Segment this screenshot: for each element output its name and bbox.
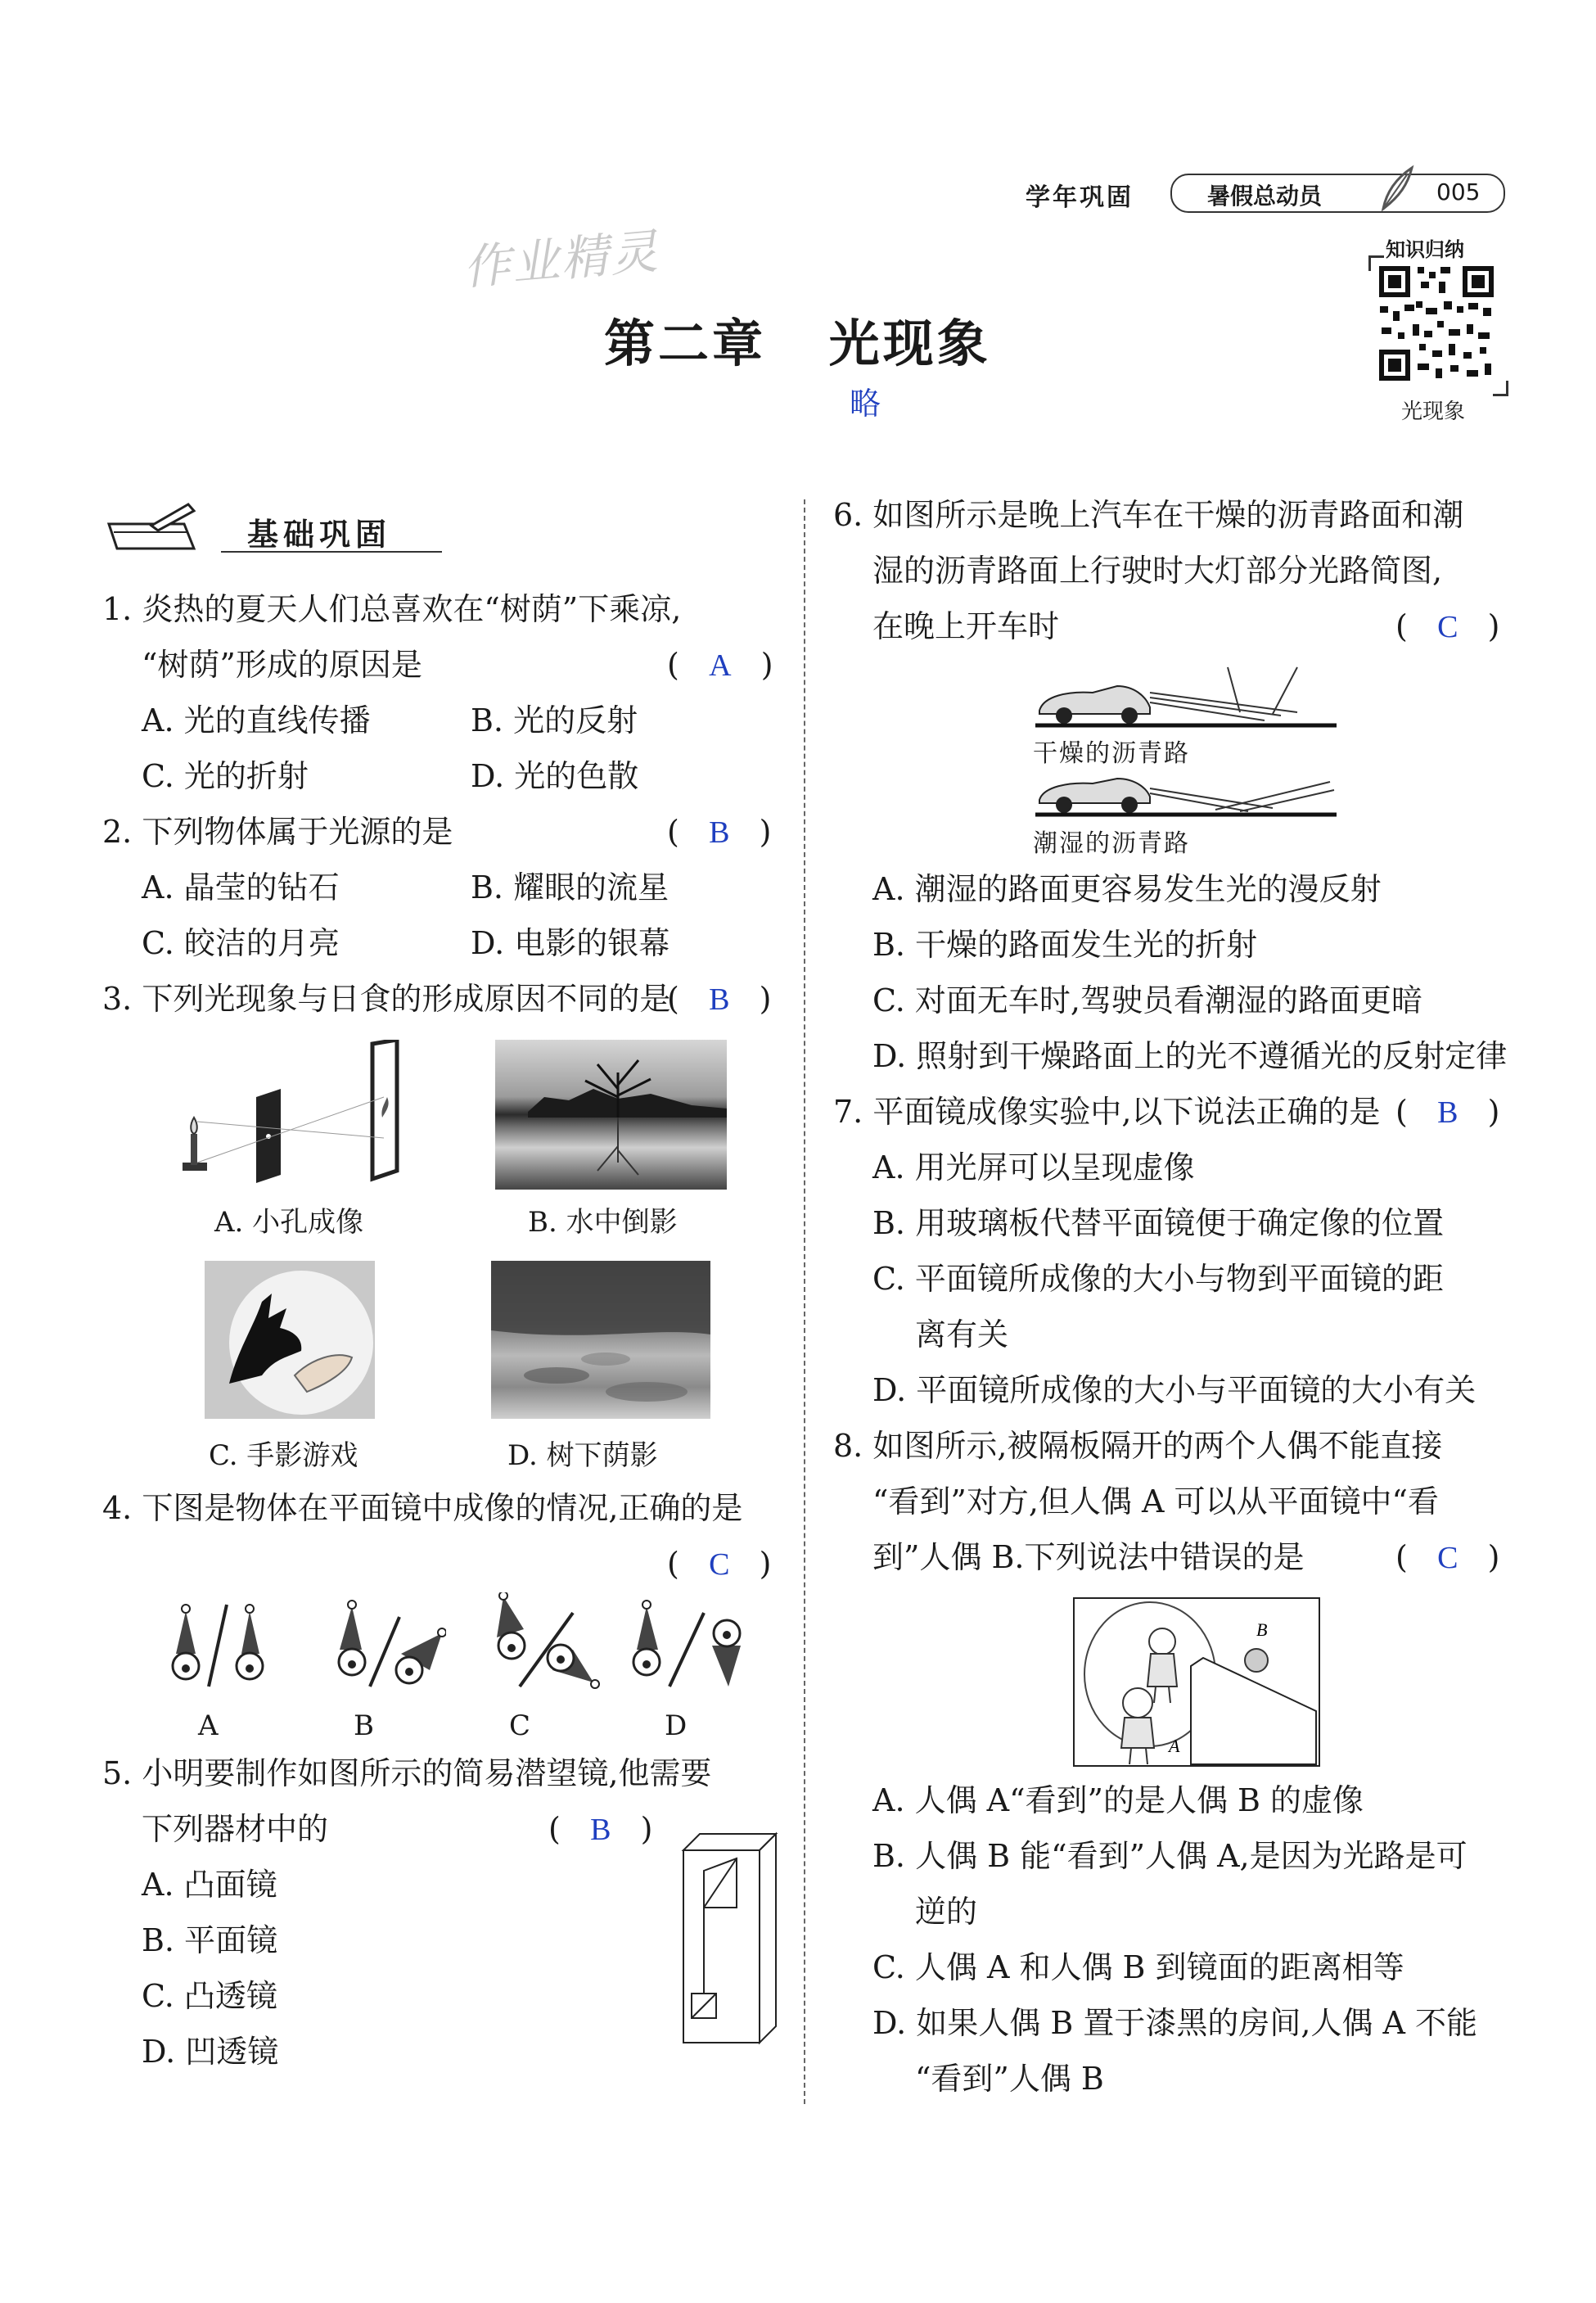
- q1-option-b: B. 光的反射: [471, 702, 638, 738]
- q8-puppets-figure: [1072, 1596, 1322, 1768]
- watermark: 作业精灵: [460, 223, 661, 296]
- q4-figure-d: [622, 1596, 749, 1695]
- q3-caption-d: D. 树下荫影: [507, 1439, 658, 1472]
- header-series: 学年巩固: [1026, 183, 1134, 212]
- q2-option-d: D. 电影的银幕: [471, 925, 670, 961]
- q4-label-a: A: [198, 1709, 219, 1742]
- q5-answer: B: [590, 1813, 611, 1847]
- q8-answer-bracket: ( C ): [1395, 1539, 1500, 1575]
- section-underline: [221, 551, 442, 553]
- q1-option-c: C. 光的折射: [142, 758, 309, 794]
- q3-image-pinhole: [176, 1040, 413, 1203]
- q7-option-c-cont: 离有关: [915, 1316, 1009, 1352]
- q1-line1: 1. 炎热的夏天人们总喜欢在“树荫”下乘凉,: [102, 591, 682, 627]
- q2-answer: B: [709, 815, 730, 850]
- q7-option-b: B. 用玻璃板代替平面镜便于确定像的位置: [872, 1205, 1445, 1241]
- q1-option-d: D. 光的色散: [471, 758, 639, 794]
- q4-label-b: B: [354, 1709, 374, 1742]
- q1-line2: “树荫”形成的原因是: [142, 647, 422, 683]
- q5-option-c: C. 凸透镜: [142, 1978, 277, 2014]
- q8-option-c: C. 人偶 A 和人偶 B 到镜面的距离相等: [872, 1949, 1404, 1985]
- q3-caption-a: A. 小孔成像: [214, 1206, 364, 1239]
- q6-dry-road-label: 干燥的沥青路: [1033, 739, 1190, 768]
- q6-option-d: D. 照射到干燥路面上的光不遵循光的反射定律: [872, 1038, 1508, 1074]
- q6-line1: 6. 如图所示是晚上汽车在干燥的沥青路面和潮: [833, 497, 1464, 533]
- q6-wet-road-label: 潮湿的沥青路: [1033, 829, 1190, 858]
- q8-option-b-cont: 逆的: [915, 1894, 978, 1930]
- q8-line2: “看到”对方,但人偶 A 可以从平面镜中“看: [872, 1483, 1439, 1520]
- q8-line3: 到”人偶 B.下列说法中错误的是: [872, 1539, 1305, 1575]
- q8-label-a: A: [1169, 1736, 1180, 1756]
- q8-label-b: B: [1256, 1619, 1268, 1640]
- qr-caption: 光现象: [1401, 400, 1466, 424]
- q7-option-d: D. 平面镜所成像的大小与平面镜的大小有关: [872, 1372, 1477, 1408]
- q6-option-c: C. 对面无车时,驾驶员看潮湿的路面更暗: [872, 982, 1422, 1018]
- q3-caption-c: C. 手影游戏: [209, 1439, 358, 1472]
- q2-option-a: A. 晶莹的钻石: [142, 869, 340, 905]
- q3-answer: B: [709, 982, 730, 1017]
- q8-option-d: D. 如果人偶 B 置于漆黑的房间,人偶 A 不能: [872, 2005, 1478, 2041]
- q7-option-c: C. 平面镜所成像的大小与物到平面镜的距: [872, 1261, 1444, 1297]
- section-title: 基础巩固: [247, 517, 392, 553]
- q3-caption-b: B. 水中倒影: [528, 1206, 678, 1239]
- q7-option-a: A. 用光屏可以呈现虚像: [872, 1149, 1195, 1185]
- q6-dry-road-figure: [1035, 663, 1338, 737]
- page-number: 005: [1436, 178, 1481, 205]
- q6-answer: C: [1437, 610, 1458, 644]
- q6-option-b: B. 干燥的路面发生光的折射: [872, 927, 1258, 963]
- q6-wet-road-figure: [1035, 765, 1338, 823]
- q6-line3: 在晚上开车时: [872, 608, 1060, 644]
- q4-answer-bracket: ( C ): [667, 1546, 772, 1582]
- q3-image-reflection: [495, 1040, 727, 1190]
- q7-answer: B: [1437, 1095, 1458, 1130]
- q1-answer: A: [709, 648, 732, 683]
- q5-option-a: A. 凸面镜: [142, 1867, 277, 1903]
- q1-answer-bracket: ( A ): [667, 647, 773, 683]
- q6-answer-bracket: ( C ): [1395, 608, 1500, 644]
- q4-figure-b: [327, 1596, 446, 1695]
- header-brand: 暑假总动员: [1207, 183, 1323, 210]
- q5-option-d: D. 凹透镜: [142, 2034, 279, 2070]
- q5-line2: 下列器材中的: [142, 1811, 329, 1847]
- q8-option-a: A. 人偶 A“看到”的是人偶 B 的虚像: [872, 1782, 1364, 1818]
- q4-label-c: C: [509, 1709, 531, 1742]
- q4-figure-c: [487, 1592, 602, 1695]
- q2-answer-bracket: ( B ): [667, 814, 772, 850]
- leaf-icon: [1375, 164, 1416, 213]
- q7-answer-bracket: ( B ): [1395, 1094, 1500, 1130]
- pencil-notebook-icon: [102, 499, 201, 557]
- column-divider: [804, 499, 805, 2104]
- q4-label-d: D: [665, 1709, 688, 1742]
- q8-line1: 8. 如图所示,被隔板隔开的两个人偶不能直接: [833, 1428, 1443, 1464]
- q7-line1: 7. 平面镜成像实验中,以下说法正确的是: [833, 1094, 1381, 1130]
- q8-option-b: B. 人偶 B 能“看到”人偶 A,是因为光路是可: [872, 1838, 1468, 1874]
- q5-line1: 5. 小明要制作如图所示的简易潜望镜,他需要: [102, 1755, 712, 1791]
- q3-answer-bracket: ( B ): [667, 981, 772, 1017]
- q3-image-hand-shadow: [205, 1261, 375, 1419]
- q2-option-b: B. 耀眼的流星: [471, 869, 670, 905]
- qr-title: 知识归纳: [1386, 238, 1464, 261]
- q4-line1: 4. 下图是物体在平面镜中成像的情况,正确的是: [102, 1490, 743, 1526]
- q4-answer: C: [709, 1547, 730, 1582]
- chapter-answer: 略: [850, 386, 881, 422]
- chapter-title: 第二章 光现象: [604, 314, 991, 373]
- q2-option-c: C. 皎洁的月亮: [142, 925, 340, 961]
- q6-option-a: A. 潮湿的路面更容易发生光的漫反射: [872, 871, 1382, 907]
- q6-line2: 湿的沥青路面上行驶时大灯部分光路简图,: [872, 553, 1443, 589]
- q5-option-b: B. 平面镜: [142, 1922, 278, 1958]
- q5-answer-bracket: ( B ): [548, 1811, 653, 1847]
- q2-line1: 2. 下列物体属于光源的是: [102, 814, 453, 850]
- qr-corner-br: [1493, 381, 1508, 396]
- q8-answer: C: [1437, 1541, 1458, 1575]
- qr-corner-tl: [1368, 255, 1384, 271]
- q3-line1: 3. 下列光现象与日食的形成原因不同的是: [102, 981, 671, 1017]
- q8-option-d-cont: “看到”人偶 B: [915, 2061, 1104, 2097]
- q5-periscope-figure: [679, 1826, 782, 2047]
- q1-option-a: A. 光的直线传播: [142, 702, 371, 738]
- q3-image-tree-shade: [491, 1261, 710, 1419]
- q4-figure-a: [160, 1596, 266, 1695]
- qr-code[interactable]: [1375, 262, 1498, 385]
